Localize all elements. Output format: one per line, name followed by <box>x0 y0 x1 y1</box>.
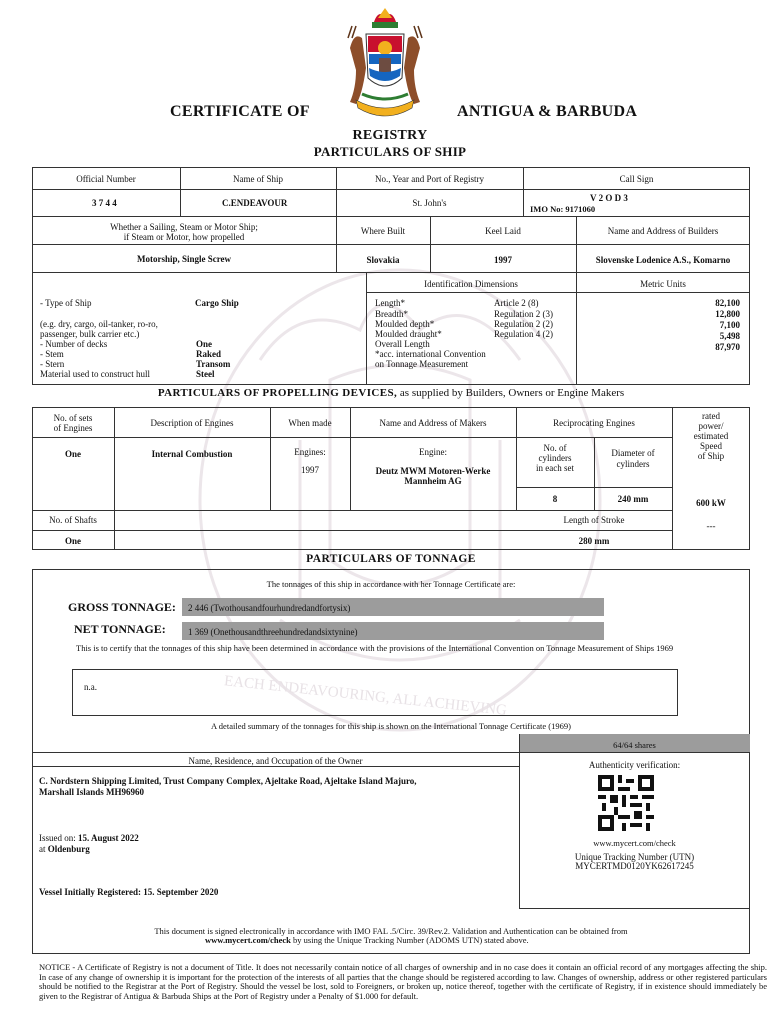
watermark-motto: EACH ENDEAVOURING, ALL ACHIEVING <box>223 673 508 719</box>
stern-value: Transom <box>196 359 231 369</box>
issued-on <box>39 833 139 843</box>
vessel-registered-label: Vessel Initially Registered: <box>39 887 141 897</box>
dim-name-depth: Moulded depth* <box>375 319 435 329</box>
stern-label: - Stern <box>40 359 65 369</box>
stem-value: Raked <box>196 349 222 359</box>
propulsion-label-1: Whether a Sailing, Steam or Motor Ship; <box>110 222 258 232</box>
identification-dimensions-label: Identification Dimensions <box>424 279 518 289</box>
stroke-value: 280 mm <box>578 536 610 546</box>
propelling-heading-rest: as supplied by Builders, Owners or Engine Makers <box>397 387 625 399</box>
issued-label: Issued on: <box>39 833 76 843</box>
shafts-value: One <box>64 536 81 546</box>
sets-label-1: No. of sets <box>53 413 93 423</box>
cylinders-value: 8 <box>552 494 558 504</box>
shares-value: 64/64 shares <box>613 740 656 750</box>
diameter-value: 240 mm <box>617 494 649 504</box>
propulsion-value: Motorship, Single Screw <box>136 254 232 264</box>
diameter-label-1: Diameter of <box>611 448 655 458</box>
owner-label: Name, Residence, and Occupation of the Owner <box>188 756 363 766</box>
when-made-label: When made <box>288 418 332 428</box>
rated-label-3: estimated <box>693 431 729 441</box>
decks-value: One <box>196 339 213 349</box>
diameter-label-2: cylinders <box>616 459 650 469</box>
port-of-registry-label: No., Year and Port of Registry <box>375 174 484 184</box>
dim-name-overall: Overall Length <box>375 339 430 349</box>
registry-title: REGISTRY <box>352 128 428 143</box>
dim-reg-depth: Regulation 2 (2) <box>494 319 553 329</box>
remarks-value: n.a. <box>84 682 97 692</box>
sets-label-2: of Engines <box>53 423 93 433</box>
dim-reg-draught: Regulation 4 (2) <box>494 329 553 339</box>
type-eg-line-1: (e.g. dry, cargo, oil-tanker, ro-ro, <box>40 319 158 329</box>
engines-label: Engines: <box>294 447 326 457</box>
rated-label-4: Speed <box>700 441 722 451</box>
stroke-label: Length of Stroke <box>563 515 625 525</box>
utn-value: MYCERTMD0120YK62617245 <box>575 861 694 871</box>
propelling-heading-bold: PARTICULARS OF PROPELLING DEVICES, <box>157 387 398 399</box>
esign-line-2 <box>205 936 529 946</box>
builders-value: Slovenske Lodenice A.S., Komarno <box>595 255 731 265</box>
makers-label: Name and Address of Makers <box>379 418 487 428</box>
dim-value-draught: 5,498 <box>719 331 740 341</box>
power-value: 600 kW <box>696 498 726 508</box>
owner-line-1: C. Nordstern Shipping Limited, Trust Company Complex, Ajeltake Road, Ajeltake Island Majuro, <box>39 776 417 786</box>
engines-year: 1997 <box>301 465 319 475</box>
where-built-label: Where Built <box>360 226 406 236</box>
vessel-registered-date: 15. September 2020 <box>143 887 219 897</box>
cylinders-label-2: cylinders <box>538 453 572 463</box>
type-of-ship-label: - Type of Ship <box>40 298 92 308</box>
type-of-ship-value: Cargo Ship <box>195 298 239 308</box>
tonnage-certify-text: This is to certify that the tonnages of this ship have been determined in accordance with the provisions of the International Convention on Tonnage Measurement of Ships 1969 <box>76 643 674 653</box>
tonnage-heading: PARTICULARS OF TONNAGE <box>306 553 476 565</box>
propelling-heading <box>32 387 750 399</box>
title-left: CERTIFICATE OF <box>170 103 310 120</box>
tonnage-summary: A detailed summary of the tonnages for this ship is shown on the International Tonnage Certificate (1969) <box>211 721 571 731</box>
material-value: Steel <box>196 369 215 379</box>
dim-name-breadth: Breadth* <box>375 309 408 319</box>
cylinders-label-1: No. of <box>543 443 567 453</box>
dim-value-depth: 7,100 <box>719 320 740 330</box>
particulars-of-ship-title: PARTICULARS OF SHIP <box>313 144 467 159</box>
maker-line-2: Mannheim AG <box>404 476 462 486</box>
keel-laid-label: Keel Laid <box>485 226 521 236</box>
dim-value-overall: 87,970 <box>715 342 740 352</box>
qr-code-icon <box>598 775 654 831</box>
decks-label: - Number of decks <box>40 339 108 349</box>
at-label: at <box>39 844 46 854</box>
builders-label: Name and Address of Builders <box>607 226 719 236</box>
description-value: Internal Combustion <box>151 449 233 459</box>
at-place: Oldenburg <box>47 844 90 854</box>
net-tonnage-label: NET TONNAGE: <box>74 622 166 636</box>
stem-label: - Stem <box>40 349 64 359</box>
vessel-registered <box>39 887 218 897</box>
net-tonnage-value: 1 369 (Onethousandthreehundredandsixtynine) <box>188 627 358 637</box>
owner-line-2: Marshall Islands MH96960 <box>39 787 145 797</box>
issued-date: 15. August 2022 <box>78 833 139 843</box>
official-number-value: 3 7 4 4 <box>92 198 117 208</box>
imo-number: IMO No: 9171060 <box>530 204 596 214</box>
cylinders-label-3: in each set <box>536 463 574 473</box>
notice-text: NOTICE - A Certificate of Registry is not a document of Title. It does not necessarily contain notice of all charges of ownership and in no case does it contain an official record of any mortgages affecting the ship. In case of any change of ownership it is important for the protection of the interests of all parties that the change should be registered according to law. Changes of ownership, address or other registered particulars should be notified to the Registrar at the Port of Registry. Should the vessel be lost, sold to Foreigners, or broken up, notice thereof, together with the certificate of Registry, if in existence should immediately be given to the Registrar of Antigua & Barbuda Ships at the Port of Registry under a Penalty of $1.000 for default. <box>39 962 767 1001</box>
esign-rest: by using the Unique Tracking Number (ADOMS UTN) stated above. <box>290 935 529 945</box>
port-value: St. John's <box>412 198 447 208</box>
dim-value-breadth: 12,800 <box>715 309 740 319</box>
authenticity-url[interactable]: www.mycert.com/check <box>593 838 676 848</box>
gross-tonnage-label: GROSS TONNAGE: <box>68 600 176 614</box>
name-of-ship-label: Name of Ship <box>233 174 283 184</box>
rated-label-5: of Ship <box>697 451 725 461</box>
title-right: ANTIGUA & BARBUDA <box>457 103 638 120</box>
utn-label: Unique Tracking Number (UTN) <box>574 852 695 862</box>
reciprocating-label: Reciprocating Engines <box>553 418 635 428</box>
metric-units-label: Metric Units <box>640 279 686 289</box>
type-eg-line-2: passenger, bulk carrier etc.) <box>40 329 140 339</box>
where-built-value: Slovakia <box>366 255 400 265</box>
material-label: Material used to construct hull <box>40 369 150 379</box>
gross-tonnage-value: 2 446 (Twothousandfourhundredandfortysix) <box>188 603 351 613</box>
dim-value-length: 82,100 <box>715 298 740 308</box>
sets-value: One <box>64 449 81 459</box>
description-label: Description of Engines <box>150 418 234 428</box>
esign-url[interactable]: www.mycert.com/check <box>205 935 291 945</box>
official-number-label: Official Number <box>76 174 136 184</box>
remarks-box <box>72 669 678 716</box>
rated-label-1: rated <box>702 411 720 421</box>
shafts-label: No. of Shafts <box>49 515 97 525</box>
call-sign-label: Call Sign <box>619 174 654 184</box>
dim-name-draught: Moulded draught* <box>375 329 442 339</box>
keel-laid-value: 1997 <box>494 255 512 265</box>
dims-footnote-1: *acc. international Convention <box>375 349 486 359</box>
authenticity-label: Authenticity verification: <box>588 760 681 770</box>
speed-value: --- <box>706 521 716 531</box>
maker-line-1: Deutz MWM Motoren-Werke <box>375 466 491 476</box>
issued-at <box>39 844 90 854</box>
dim-name-length: Length* <box>375 298 405 308</box>
coat-of-arms-icon <box>342 8 428 124</box>
call-sign-value: V 2 O D 3 <box>590 193 628 203</box>
esign-line-1: This document is signed electronically in accordance with IMO FAL .5/Circ. 39/Rev.2. Validation and Authentication can be obtained from <box>154 926 628 936</box>
name-of-ship-value: C.ENDEAVOUR <box>222 198 288 208</box>
tonnage-intro: The tonnages of this ship in accordance with her Tonnage Certificate are: <box>266 579 516 589</box>
propulsion-label-2: if Steam or Motor, how propelled <box>123 232 245 242</box>
dim-reg-length: Article 2 (8) <box>494 298 539 308</box>
rated-label-2: power/ <box>698 421 724 431</box>
dims-footnote-2: on Tonnage Measurement <box>375 359 469 369</box>
dim-reg-breadth: Regulation 2 (3) <box>494 309 553 319</box>
engine-label: Engine: <box>419 447 447 457</box>
